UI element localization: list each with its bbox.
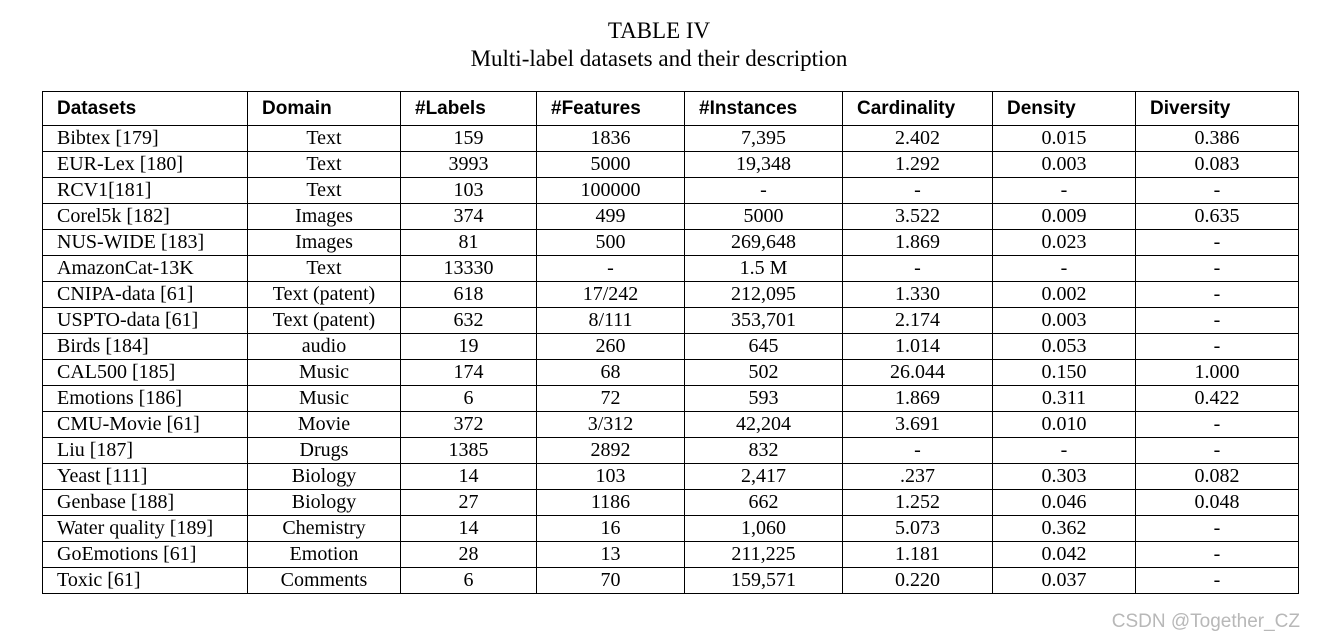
dataset-cell: Liu [187] (43, 438, 248, 464)
instances-cell: 1.5 M (685, 256, 843, 282)
cardinality-cell: - (843, 438, 993, 464)
features-cell: - (537, 256, 685, 282)
labels-cell: 28 (401, 542, 537, 568)
labels-cell: 372 (401, 412, 537, 438)
table-row (43, 516, 1299, 542)
features-cell: 3/312 (537, 412, 685, 438)
labels-cell: 174 (401, 360, 537, 386)
diversity-cell: - (1136, 542, 1299, 568)
density-cell: 0.037 (993, 568, 1136, 594)
diversity-cell: - (1136, 282, 1299, 308)
cardinality-cell: 1.252 (843, 490, 993, 516)
instances-cell: 211,225 (685, 542, 843, 568)
table-row (43, 490, 1299, 516)
diversity-cell: - (1136, 412, 1299, 438)
instances-cell: 662 (685, 490, 843, 516)
table-row (43, 152, 1299, 178)
instances-cell: 269,648 (685, 230, 843, 256)
instances-cell: - (685, 178, 843, 204)
cardinality-cell: 3.522 (843, 204, 993, 230)
density-cell: 0.362 (993, 516, 1136, 542)
header-diversity: Diversity (1136, 92, 1299, 126)
density-cell: 0.311 (993, 386, 1136, 412)
table-title: Multi-label datasets and their description (470, 46, 848, 71)
dataset-cell: Yeast [111] (43, 464, 248, 490)
domain-cell: Text (patent) (248, 308, 401, 334)
dataset-cell: AmazonCat-13K (43, 256, 248, 282)
density-cell: 0.023 (993, 230, 1136, 256)
domain-cell: Text (248, 178, 401, 204)
dataset-cell: Water quality [189] (43, 516, 248, 542)
instances-cell: 159,571 (685, 568, 843, 594)
density-cell: 0.015 (993, 126, 1136, 152)
header-features: #Features (537, 92, 685, 126)
table-row (43, 438, 1299, 464)
diversity-cell: 0.635 (1136, 204, 1299, 230)
density-cell: - (993, 256, 1136, 282)
features-cell: 103 (537, 464, 685, 490)
table-row (43, 334, 1299, 360)
diversity-cell: 0.082 (1136, 464, 1299, 490)
diversity-cell: - (1136, 308, 1299, 334)
dataset-cell: CMU-Movie [61] (43, 412, 248, 438)
domain-cell: Images (248, 230, 401, 256)
labels-cell: 19 (401, 334, 537, 360)
density-cell: 0.046 (993, 490, 1136, 516)
labels-cell: 159 (401, 126, 537, 152)
dataset-cell: CNIPA-data [61] (43, 282, 248, 308)
watermark: CSDN @Together_CZ (1111, 611, 1300, 632)
table-row (43, 204, 1299, 230)
cardinality-cell: 1.014 (843, 334, 993, 360)
labels-cell: 618 (401, 282, 537, 308)
diversity-cell: - (1136, 516, 1299, 542)
instances-cell: 645 (685, 334, 843, 360)
diversity-cell: - (1136, 256, 1299, 282)
diversity-cell: 1.000 (1136, 360, 1299, 386)
domain-cell: Emotion (248, 542, 401, 568)
table-row (43, 360, 1299, 386)
labels-cell: 6 (401, 568, 537, 594)
table-header-row (43, 92, 1299, 126)
diversity-cell: - (1136, 438, 1299, 464)
domain-cell: Text (248, 126, 401, 152)
labels-cell: 374 (401, 204, 537, 230)
labels-cell: 3993 (401, 152, 537, 178)
density-cell: - (993, 178, 1136, 204)
table-row (43, 568, 1299, 594)
cardinality-cell: 2.402 (843, 126, 993, 152)
cardinality-cell: 5.073 (843, 516, 993, 542)
header-cardinality: Cardinality (843, 92, 993, 126)
cardinality-cell: 1.292 (843, 152, 993, 178)
domain-cell: Comments (248, 568, 401, 594)
table-label: TABLE IV (607, 18, 711, 43)
features-cell: 500 (537, 230, 685, 256)
dataset-cell: Corel5k [182] (43, 204, 248, 230)
features-cell: 70 (537, 568, 685, 594)
density-cell: - (993, 438, 1136, 464)
dataset-cell: GoEmotions [61] (43, 542, 248, 568)
density-cell: 0.010 (993, 412, 1136, 438)
features-cell: 17/242 (537, 282, 685, 308)
labels-cell: 6 (401, 386, 537, 412)
instances-cell: 832 (685, 438, 843, 464)
instances-cell: 1,060 (685, 516, 843, 542)
instances-cell: 2,417 (685, 464, 843, 490)
cardinality-cell: 1.181 (843, 542, 993, 568)
features-cell: 13 (537, 542, 685, 568)
labels-cell: 27 (401, 490, 537, 516)
domain-cell: Text (248, 152, 401, 178)
instances-cell: 502 (685, 360, 843, 386)
cardinality-cell: - (843, 178, 993, 204)
header-density: Density (993, 92, 1136, 126)
labels-cell: 632 (401, 308, 537, 334)
instances-cell: 353,701 (685, 308, 843, 334)
table-row (43, 230, 1299, 256)
labels-cell: 14 (401, 516, 537, 542)
table-row (43, 412, 1299, 438)
domain-cell: Music (248, 386, 401, 412)
cardinality-cell: 26.044 (843, 360, 993, 386)
header-domain: Domain (248, 92, 401, 126)
instances-cell: 19,348 (685, 152, 843, 178)
features-cell: 100000 (537, 178, 685, 204)
labels-cell: 14 (401, 464, 537, 490)
features-cell: 8/111 (537, 308, 685, 334)
dataset-cell: Birds [184] (43, 334, 248, 360)
density-cell: 0.303 (993, 464, 1136, 490)
labels-cell: 13330 (401, 256, 537, 282)
diversity-cell: 0.048 (1136, 490, 1299, 516)
diversity-cell: 0.083 (1136, 152, 1299, 178)
features-cell: 499 (537, 204, 685, 230)
table-row (43, 308, 1299, 334)
cardinality-cell: 1.869 (843, 230, 993, 256)
features-cell: 260 (537, 334, 685, 360)
dataset-cell: Emotions [186] (43, 386, 248, 412)
instances-cell: 5000 (685, 204, 843, 230)
dataset-cell: USPTO-data [61] (43, 308, 248, 334)
features-cell: 1186 (537, 490, 685, 516)
dataset-cell: NUS-WIDE [183] (43, 230, 248, 256)
labels-cell: 1385 (401, 438, 537, 464)
dataset-cell: Bibtex [179] (43, 126, 248, 152)
density-cell: 0.053 (993, 334, 1136, 360)
diversity-cell: - (1136, 230, 1299, 256)
domain-cell: Movie (248, 412, 401, 438)
instances-cell: 42,204 (685, 412, 843, 438)
dataset-cell: Toxic [61] (43, 568, 248, 594)
dataset-cell: EUR-Lex [180] (43, 152, 248, 178)
diversity-cell: 0.422 (1136, 386, 1299, 412)
features-cell: 2892 (537, 438, 685, 464)
header-instances: #Instances (685, 92, 843, 126)
table-row (43, 282, 1299, 308)
domain-cell: Text (patent) (248, 282, 401, 308)
table-row (43, 126, 1299, 152)
domain-cell: Drugs (248, 438, 401, 464)
features-cell: 1836 (537, 126, 685, 152)
density-cell: 0.003 (993, 152, 1136, 178)
features-cell: 16 (537, 516, 685, 542)
instances-cell: 593 (685, 386, 843, 412)
cardinality-cell: 0.220 (843, 568, 993, 594)
diversity-cell: - (1136, 568, 1299, 594)
header-labels: #Labels (401, 92, 537, 126)
domain-cell: Biology (248, 464, 401, 490)
dataset-cell: Genbase [188] (43, 490, 248, 516)
features-cell: 68 (537, 360, 685, 386)
dataset-cell: CAL500 [185] (43, 360, 248, 386)
density-cell: 0.150 (993, 360, 1136, 386)
cardinality-cell: 3.691 (843, 412, 993, 438)
cardinality-cell: 1.869 (843, 386, 993, 412)
density-cell: 0.002 (993, 282, 1136, 308)
labels-cell: 81 (401, 230, 537, 256)
table-row (43, 464, 1299, 490)
density-cell: 0.003 (993, 308, 1136, 334)
cardinality-cell: 1.330 (843, 282, 993, 308)
domain-cell: Text (248, 256, 401, 282)
diversity-cell: - (1136, 334, 1299, 360)
features-cell: 72 (537, 386, 685, 412)
table-row (43, 386, 1299, 412)
table-row (43, 542, 1299, 568)
cardinality-cell: - (843, 256, 993, 282)
table-row (43, 178, 1299, 204)
density-cell: 0.009 (993, 204, 1136, 230)
diversity-cell: 0.386 (1136, 126, 1299, 152)
header-datasets: Datasets (43, 92, 248, 126)
domain-cell: audio (248, 334, 401, 360)
table-row (43, 256, 1299, 282)
diversity-cell: - (1136, 178, 1299, 204)
domain-cell: Music (248, 360, 401, 386)
density-cell: 0.042 (993, 542, 1136, 568)
domain-cell: Chemistry (248, 516, 401, 542)
cardinality-cell: .237 (843, 464, 993, 490)
table-body (43, 126, 1299, 594)
labels-cell: 103 (401, 178, 537, 204)
domain-cell: Images (248, 204, 401, 230)
domain-cell: Biology (248, 490, 401, 516)
dataset-cell: RCV1[181] (43, 178, 248, 204)
instances-cell: 7,395 (685, 126, 843, 152)
instances-cell: 212,095 (685, 282, 843, 308)
cardinality-cell: 2.174 (843, 308, 993, 334)
features-cell: 5000 (537, 152, 685, 178)
datasets-table (42, 91, 1299, 594)
